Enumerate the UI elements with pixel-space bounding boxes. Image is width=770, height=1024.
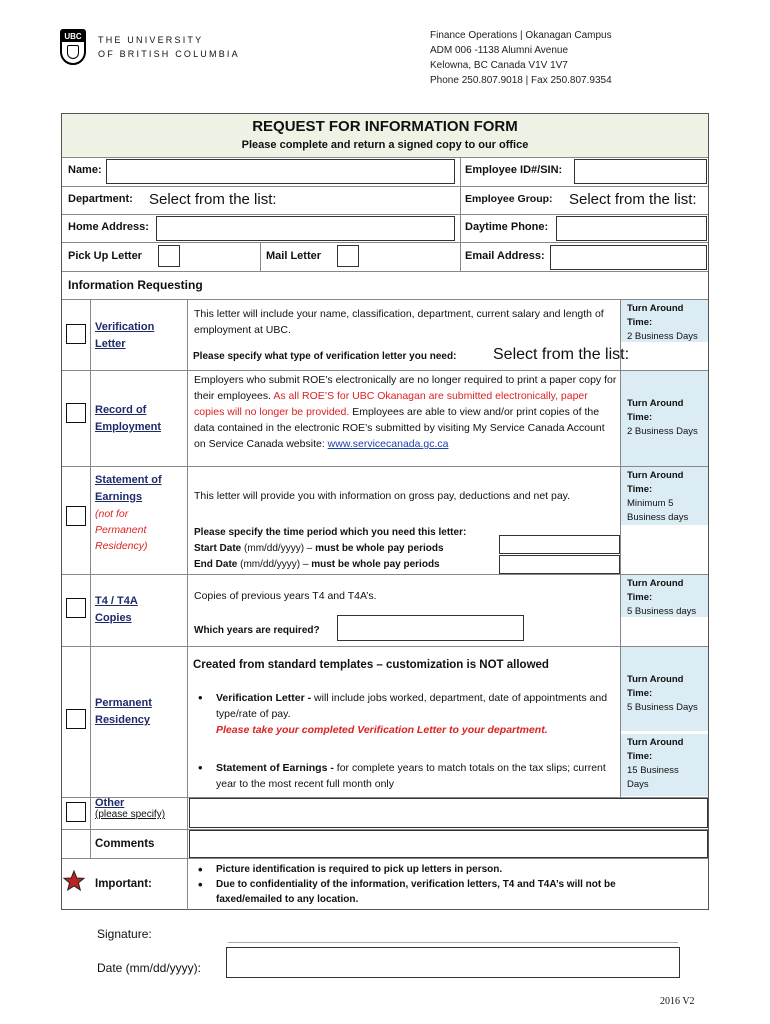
divider (62, 370, 708, 371)
roe-checkbox[interactable] (66, 403, 86, 423)
other-label: Other (95, 797, 125, 809)
address-line: Kelowna, BC Canada V1V 1V7 (430, 60, 568, 71)
important-item: • Due to confidentiality of the information, verification letters, T4 and T4A’s will not be faxed/emailed to any location. (194, 877, 684, 907)
divider (62, 858, 708, 859)
t4-years-input[interactable] (337, 615, 524, 641)
soe-start-date-label (194, 541, 444, 557)
end-format: (mm/dd/yyyy) – (240, 559, 309, 570)
turnaround-label: Turn Around Time: (627, 674, 684, 699)
home-address-label: Home Address: (68, 221, 149, 233)
t4-title (95, 593, 138, 627)
turnaround-label: Turn Around Time: (627, 398, 684, 423)
pr-item-title: Verification Letter - (216, 692, 312, 704)
pr-turnaround-2 (621, 734, 708, 796)
t4-description: Copies of previous years T4 and T4A’s. (194, 590, 377, 602)
soe-description: This letter will provide you with information on gross pay, deductions and net pay. (194, 490, 571, 502)
roe-turnaround (621, 371, 708, 466)
divider (62, 574, 708, 575)
form-title: REQUEST FOR INFORMATION FORM (252, 118, 518, 135)
star-icon (63, 870, 85, 892)
pr-title (95, 695, 152, 729)
ubc-logo (60, 29, 86, 65)
address-line: Finance Operations | Okanagan Campus (430, 30, 612, 41)
pr-item-title: Statement of Earnings - (216, 762, 334, 774)
start-label: Start Date (194, 543, 242, 554)
soe-turnaround (621, 467, 708, 525)
roe-title-line: Employment (95, 421, 162, 433)
logo-text: UBC (62, 31, 84, 42)
verification-checkbox[interactable] (66, 324, 86, 344)
soe-title-line: Statement of (95, 474, 162, 486)
divider (62, 646, 708, 647)
pr-item-verification (194, 690, 614, 738)
turnaround-label: Turn Around Time: (627, 303, 684, 328)
pick-up-letter-checkbox[interactable] (158, 245, 180, 267)
pr-checkbox[interactable] (66, 709, 86, 729)
verification-title (95, 319, 154, 353)
address-line: Phone 250.807.9018 | Fax 250.807.9354 (430, 75, 612, 86)
turnaround-value: Minimum 5 Business days (627, 498, 689, 523)
t4-title-line: Copies (95, 612, 132, 624)
version-label: 2016 V2 (660, 996, 695, 1007)
roe-description (194, 372, 618, 452)
university-line2: OF BRITISH COLUMBIA (98, 49, 240, 59)
pr-item-warning: Please take your completed Verification Letter to your department. (216, 724, 548, 736)
signature-line[interactable] (228, 942, 678, 943)
home-address-input[interactable] (156, 216, 455, 241)
shield-icon (67, 45, 79, 59)
date-input[interactable] (226, 947, 680, 978)
pr-turnaround-1 (621, 647, 708, 731)
start-note: must be whole pay periods (315, 543, 444, 554)
roe-title-line: Record of (95, 404, 147, 416)
employee-group-label: Employee Group: (465, 193, 553, 205)
service-canada-link[interactable]: www.servicecanada.gc.ca (327, 438, 449, 450)
turnaround-label: Turn Around Time: (627, 578, 684, 603)
address-line: ADM 006 -1138 Alumni Avenue (430, 45, 569, 56)
divider (62, 186, 708, 187)
employee-id-label: Employee ID#/SIN: (465, 164, 563, 176)
soe-title-line: Earnings (95, 491, 143, 503)
verification-specify: Please specify what type of verification letter you need: (193, 351, 457, 362)
start-format: (mm/dd/yyyy) – (244, 543, 313, 554)
divider (62, 157, 708, 158)
pr-title-line: Residency (95, 714, 151, 726)
other-title (95, 797, 165, 820)
roe-desc-warning: As all ROE’S for UBC Okanagan are submitted electronically, paper copies will no longer be provided. (194, 390, 588, 418)
mail-letter-checkbox[interactable] (337, 245, 359, 267)
other-input[interactable] (189, 798, 708, 828)
soe-start-date-input[interactable] (499, 535, 620, 554)
turnaround-label: Turn Around Time: (627, 737, 684, 762)
t4-turnaround (621, 575, 708, 617)
turnaround-value: 15 Business Days (627, 765, 679, 790)
section-title: Information Requesting (68, 278, 203, 292)
verification-turnaround (621, 300, 708, 342)
soe-period: Please specify the time period which you need this letter: (194, 527, 467, 538)
comments-label: Comments (95, 838, 155, 850)
turnaround-value: 2 Business Days (627, 426, 698, 437)
pr-header: Created from standard templates – customization is NOT allowed (193, 659, 549, 671)
roe-desc-part: Employees are able to view and/or print copies of the data contained in the electronic ROE’s submitted by visiting My Service Canada Account on Service Canada website: (194, 406, 605, 450)
signature-label: Signature: (97, 927, 152, 941)
important-label: Important: (95, 878, 152, 890)
divider (62, 466, 708, 467)
email-address-input[interactable] (550, 245, 707, 270)
mail-letter-label: Mail Letter (266, 250, 322, 262)
pr-title-line: Permanent (95, 697, 152, 709)
soe-end-date-input[interactable] (499, 555, 620, 574)
important-item: • Picture identification is required to pick up letters in person. (194, 862, 684, 877)
turnaround-value: 5 Business days (627, 606, 697, 617)
turnaround-value: 5 Business Days (627, 702, 698, 713)
soe-title (95, 472, 162, 554)
roe-desc-part: Employers who submit ROE’s electronically are no longer required to print a paper copy for their employees. (194, 374, 617, 402)
verification-title-line: Verification (95, 321, 155, 333)
end-label: End Date (194, 559, 238, 570)
roe-title (95, 402, 161, 436)
t4-checkbox[interactable] (66, 598, 86, 618)
daytime-phone-label: Daytime Phone: (465, 221, 549, 233)
comments-input[interactable] (189, 830, 708, 858)
divider (62, 242, 708, 243)
pick-up-letter-label: Pick Up Letter (68, 250, 142, 262)
turnaround-label: Turn Around Time: (627, 470, 684, 495)
t4-years-label: Which years are required? (194, 625, 320, 636)
form-subtitle: Please complete and return a signed copy to our office (241, 139, 529, 151)
department-label: Department: (68, 193, 133, 205)
employee-id-input[interactable] (574, 159, 707, 184)
soe-end-date-label (194, 557, 440, 573)
university-name (98, 33, 240, 61)
divider (90, 299, 91, 858)
name-input[interactable] (106, 159, 455, 184)
employee-group-select[interactable]: Select from the list: (569, 191, 697, 208)
end-note: must be whole pay periods (311, 559, 440, 570)
divider (62, 299, 708, 300)
soe-note: Permanent (95, 524, 147, 536)
divider (460, 157, 461, 271)
name-label: Name: (68, 164, 102, 176)
important-list (194, 862, 684, 907)
soe-note: (not for (95, 508, 129, 520)
turnaround-value: 2 Business Days (627, 331, 698, 342)
soe-checkbox[interactable] (66, 506, 86, 526)
divider (187, 299, 188, 910)
other-note: (please specify) (95, 809, 166, 820)
department-select[interactable]: Select from the list: (149, 191, 277, 208)
verification-description: This letter will include your name, classification, department, current salary and length of employment at UBC. (194, 308, 604, 336)
divider (62, 271, 708, 272)
divider (62, 214, 708, 215)
email-address-label: Email Address: (465, 250, 545, 262)
office-address (430, 28, 612, 88)
other-checkbox[interactable] (66, 802, 86, 822)
daytime-phone-input[interactable] (556, 216, 707, 241)
verification-title-line: Letter (95, 338, 126, 350)
pr-item-statement (194, 760, 614, 792)
divider (260, 242, 261, 271)
university-line1: THE UNIVERSITY (98, 35, 204, 45)
date-label: Date (mm/dd/yyyy): (97, 961, 202, 975)
t4-title-line: T4 / T4A (95, 595, 138, 607)
pr-list (194, 690, 614, 792)
verification-type-select[interactable]: Select from the list: (493, 346, 630, 363)
pr-item-text: for complete years to match totals on the tax slips; current year to the most recent full month only (216, 762, 606, 790)
soe-note: Residency) (95, 540, 148, 552)
pr-item-text: will include jobs worked, department, date of appointments and type/rate of pay. (216, 692, 608, 720)
